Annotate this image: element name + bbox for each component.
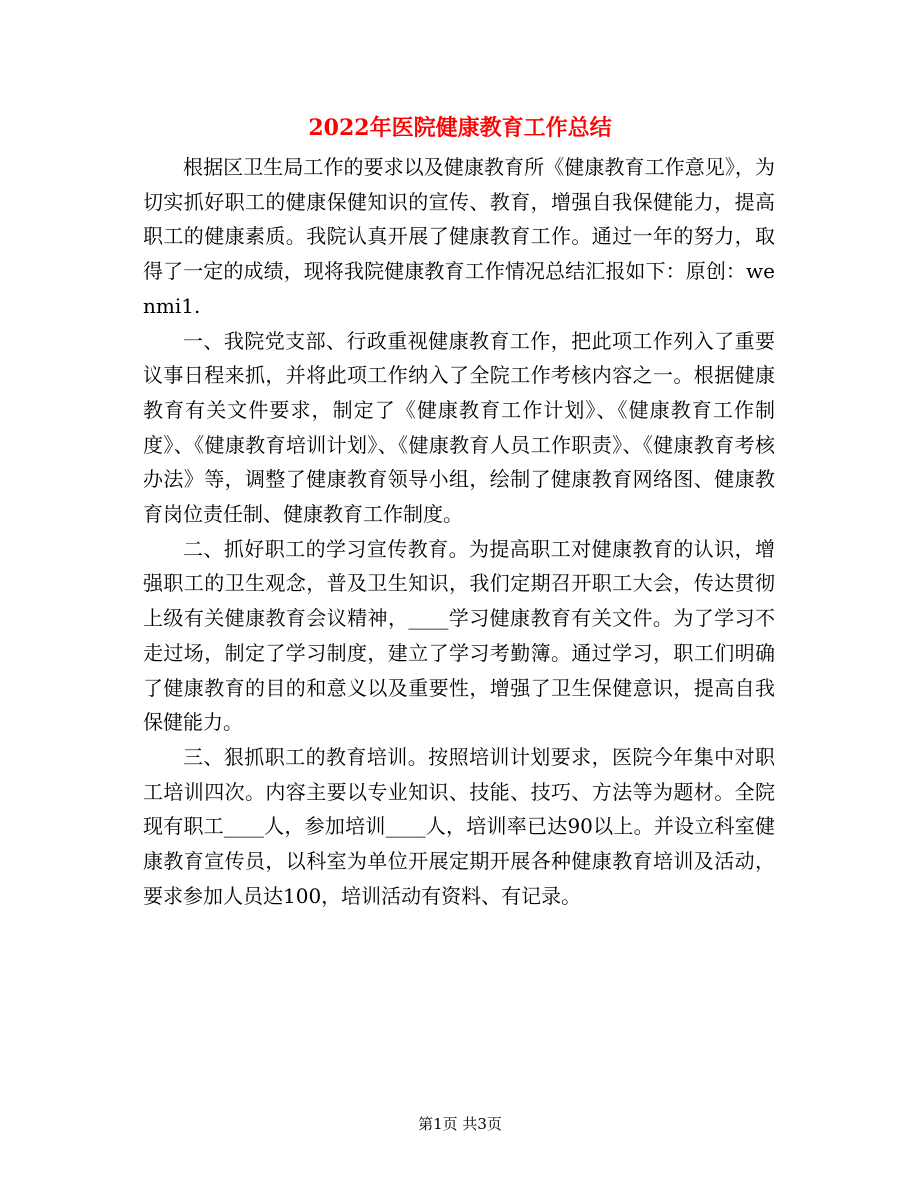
intro-paragraph: 根据区卫生局工作的要求以及健康教育所《健康教育工作意见》，为切实抓好职工的健康保健知识的宣传、教育，增强自我保健能力，提高职工的健康素质。我院认真开展了健康教育工作。通过一年的努力，取得了一定的成绩，现将我院健康教育工作情况总结汇报如下：原创：wenmi1. [143, 155, 775, 318]
section-three-paragraph: 三、狠抓职工的教育培训。按照培训计划要求，医院今年集中对职工培训四次。内容主要以专业知识、技能、技巧、方法等为题材。全院现有职工____人，参加培训____人，培训率已达90以上。并设立科室健康教育宣传员，以科室为单位开展定期开展各种健康教育培训及活动，要求参加人员达100，培训活动有资料、有记录。 [143, 744, 775, 908]
document-body [143, 150, 775, 913]
document-title: 2022年医院健康教育工作总结 [308, 115, 612, 141]
section-one-paragraph: 一、我院党支部、行政重视健康教育工作，把此项工作列入了重要议事日程来抓，并将此项工作纳入了全院工作考核内容之一。根据健康教育有关文件要求，制定了《健康教育工作计划》、《健康教育工作制度》、《健康教育培训计划》、《健康教育人员工作职责》、《健康教育考核办法》等，调整了健康教育领导小组，绘制了健康教育网络图、健康教育岗位责任制、健康教育工作制度。 [143, 328, 775, 527]
page-number-footer: 第1页 共3页 [418, 1115, 502, 1133]
section-two-paragraph: 二、抓好职工的学习宣传教育。为提高职工对健康教育的认识，增强职工的卫生观念，普及卫生知识，我们定期召开职工大会，传达贯彻上级有关健康教育会议精神，____学习健康教育有关文件。为了学习不走过场，制定了学习制度，建立了学习考勤簿。通过学习，职工们明确了健康教育的目的和意义以及重要性，增强了卫生保健意识，提高自我保健能力。 [143, 536, 775, 735]
